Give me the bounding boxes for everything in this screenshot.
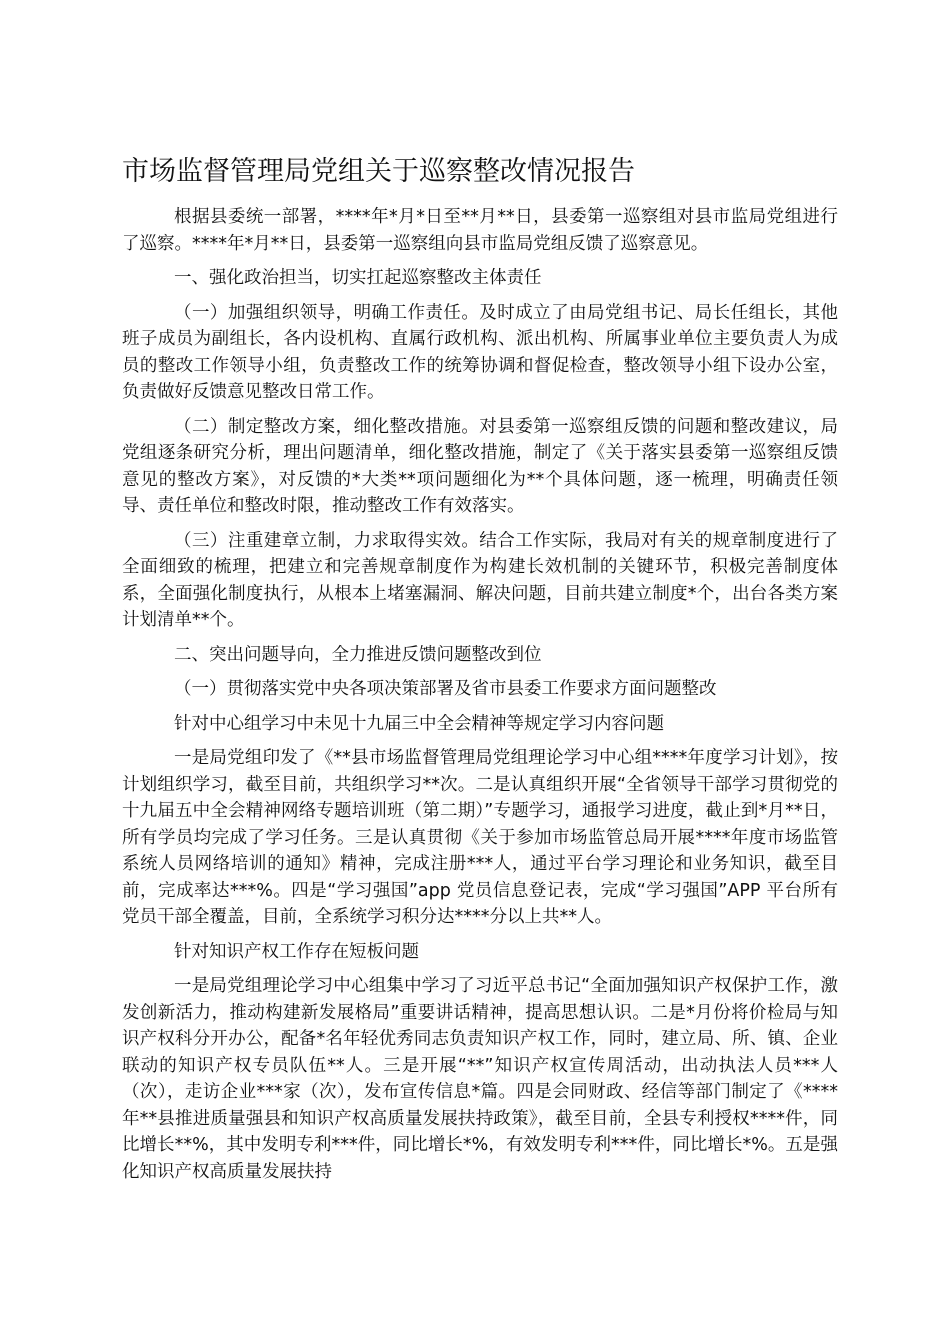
paragraph-organization: （一）加强组织领导，明确工作责任。及时成立了由局党组书记、局长任组长，其他班子成员为副组长，各内设机构、直属行政机构、派出机构、所属事业单位主要负责人为成员的整改工作领导小组，负责整改工作的统筹协调和督促检查，整改领导小组下设办公室，负责做好反馈意见整改日常工作。 (122, 302, 838, 402)
paragraph-rules: （三）注重建章立制，力求取得实效。结合工作实际，我局对有关的规章制度进行了全面细致的梳理，把建立和完善规章制度作为构建长效机制的关键环节，积极完善制度体系，全面强化制度执行，从根本上堵塞漏洞、解决问题，目前共建立制度*个，出台各类方案计划清单**个。 (122, 530, 838, 630)
document-page (122, 150, 838, 1193)
paragraph-ip-measures: 一是局党组理论学习中心组集中学习了习近平总书记“全面加强知识产权保护工作，激发创新活力，推动构建新发展格局”重要讲话精神，提高思想认识。二是*月份将价检局与知识产权科分开办公，配备*名年轻优秀同志负责知识产权工作，同时，建立局、所、镇、企业联动的知识产权专员队伍**人。三是开展“**”知识产权宣传周活动，出动执法人员***人（次），走访企业***家（次），发布宣传信息*篇。四是会同财政、经信等部门制定了《****年**县推进质量强县和知识产权高质量发展扶持政策》，截至目前，全县专利授权****件，同比增长**%，其中发明专利***件，同比增长*%，有效发明专利***件，同比增长*%。五是强化知识产权高质量发展扶持 (122, 976, 838, 1182)
issue-heading-study: 针对中心组学习中未见十九届三中全会精神等规定学习内容问题 (174, 713, 664, 734)
paragraph-study-measures: 一是局党组印发了《**县市场监督管理局党组理论学习中心组****年度学习计划》，按计划组织学习，截至目前，共组织学习**次。二是认真组织开展“全省领导干部学习贯彻党的十九届五中全会精神网络专题培训班（第二期）”专题学习，通报学习进度，截止到*月**日，所有学员均完成了学习任务。三是认真贯彻《关于参加市场监管总局开展****年度市场监管系统人员网络培训的通知》精神，完成注册***人，通过平台学习理论和业务知识，截至目前，完成率达***%。四是“学习强国”app 党员信息登记表，完成“学习强国”APP 平台所有党员干部全覆盖，目前，全系统学习积分达****分以上共**人。 (122, 748, 838, 927)
paragraph-plan: （二）制定整改方案，细化整改措施。对县委第一巡察组反馈的问题和整改建议，局党组逐条研究分析，理出问题清单，细化整改措施，制定了《关于落实县委第一巡察组反馈意见的整改方案》，对反馈的*大类**项问题细化为**个具体问题，逐一梳理，明确责任领导、责任单位和整改时限，推动整改工作有效落实。 (122, 416, 838, 516)
intro-paragraph: 根据县委统一部署，****年*月*日至**月**日，县委第一巡察组对县市监局党组进行了巡察。****年*月**日，县委第一巡察组向县市监局党组反馈了巡察意见。 (122, 207, 838, 254)
subsection-heading-1: （一）贯彻落实党中央各项决策部署及省市县委工作要求方面问题整改 (174, 679, 717, 699)
document-title: 市场监督管理局党组关于巡察整改情况报告 (122, 156, 635, 187)
section-heading-1: 一、强化政治担当，切实扛起巡察整改主体责任 (174, 268, 542, 288)
issue-heading-ip: 针对知识产权工作存在短板问题 (174, 941, 419, 962)
section-heading-2: 二、突出问题导向，全力推进反馈问题整改到位 (174, 644, 542, 665)
